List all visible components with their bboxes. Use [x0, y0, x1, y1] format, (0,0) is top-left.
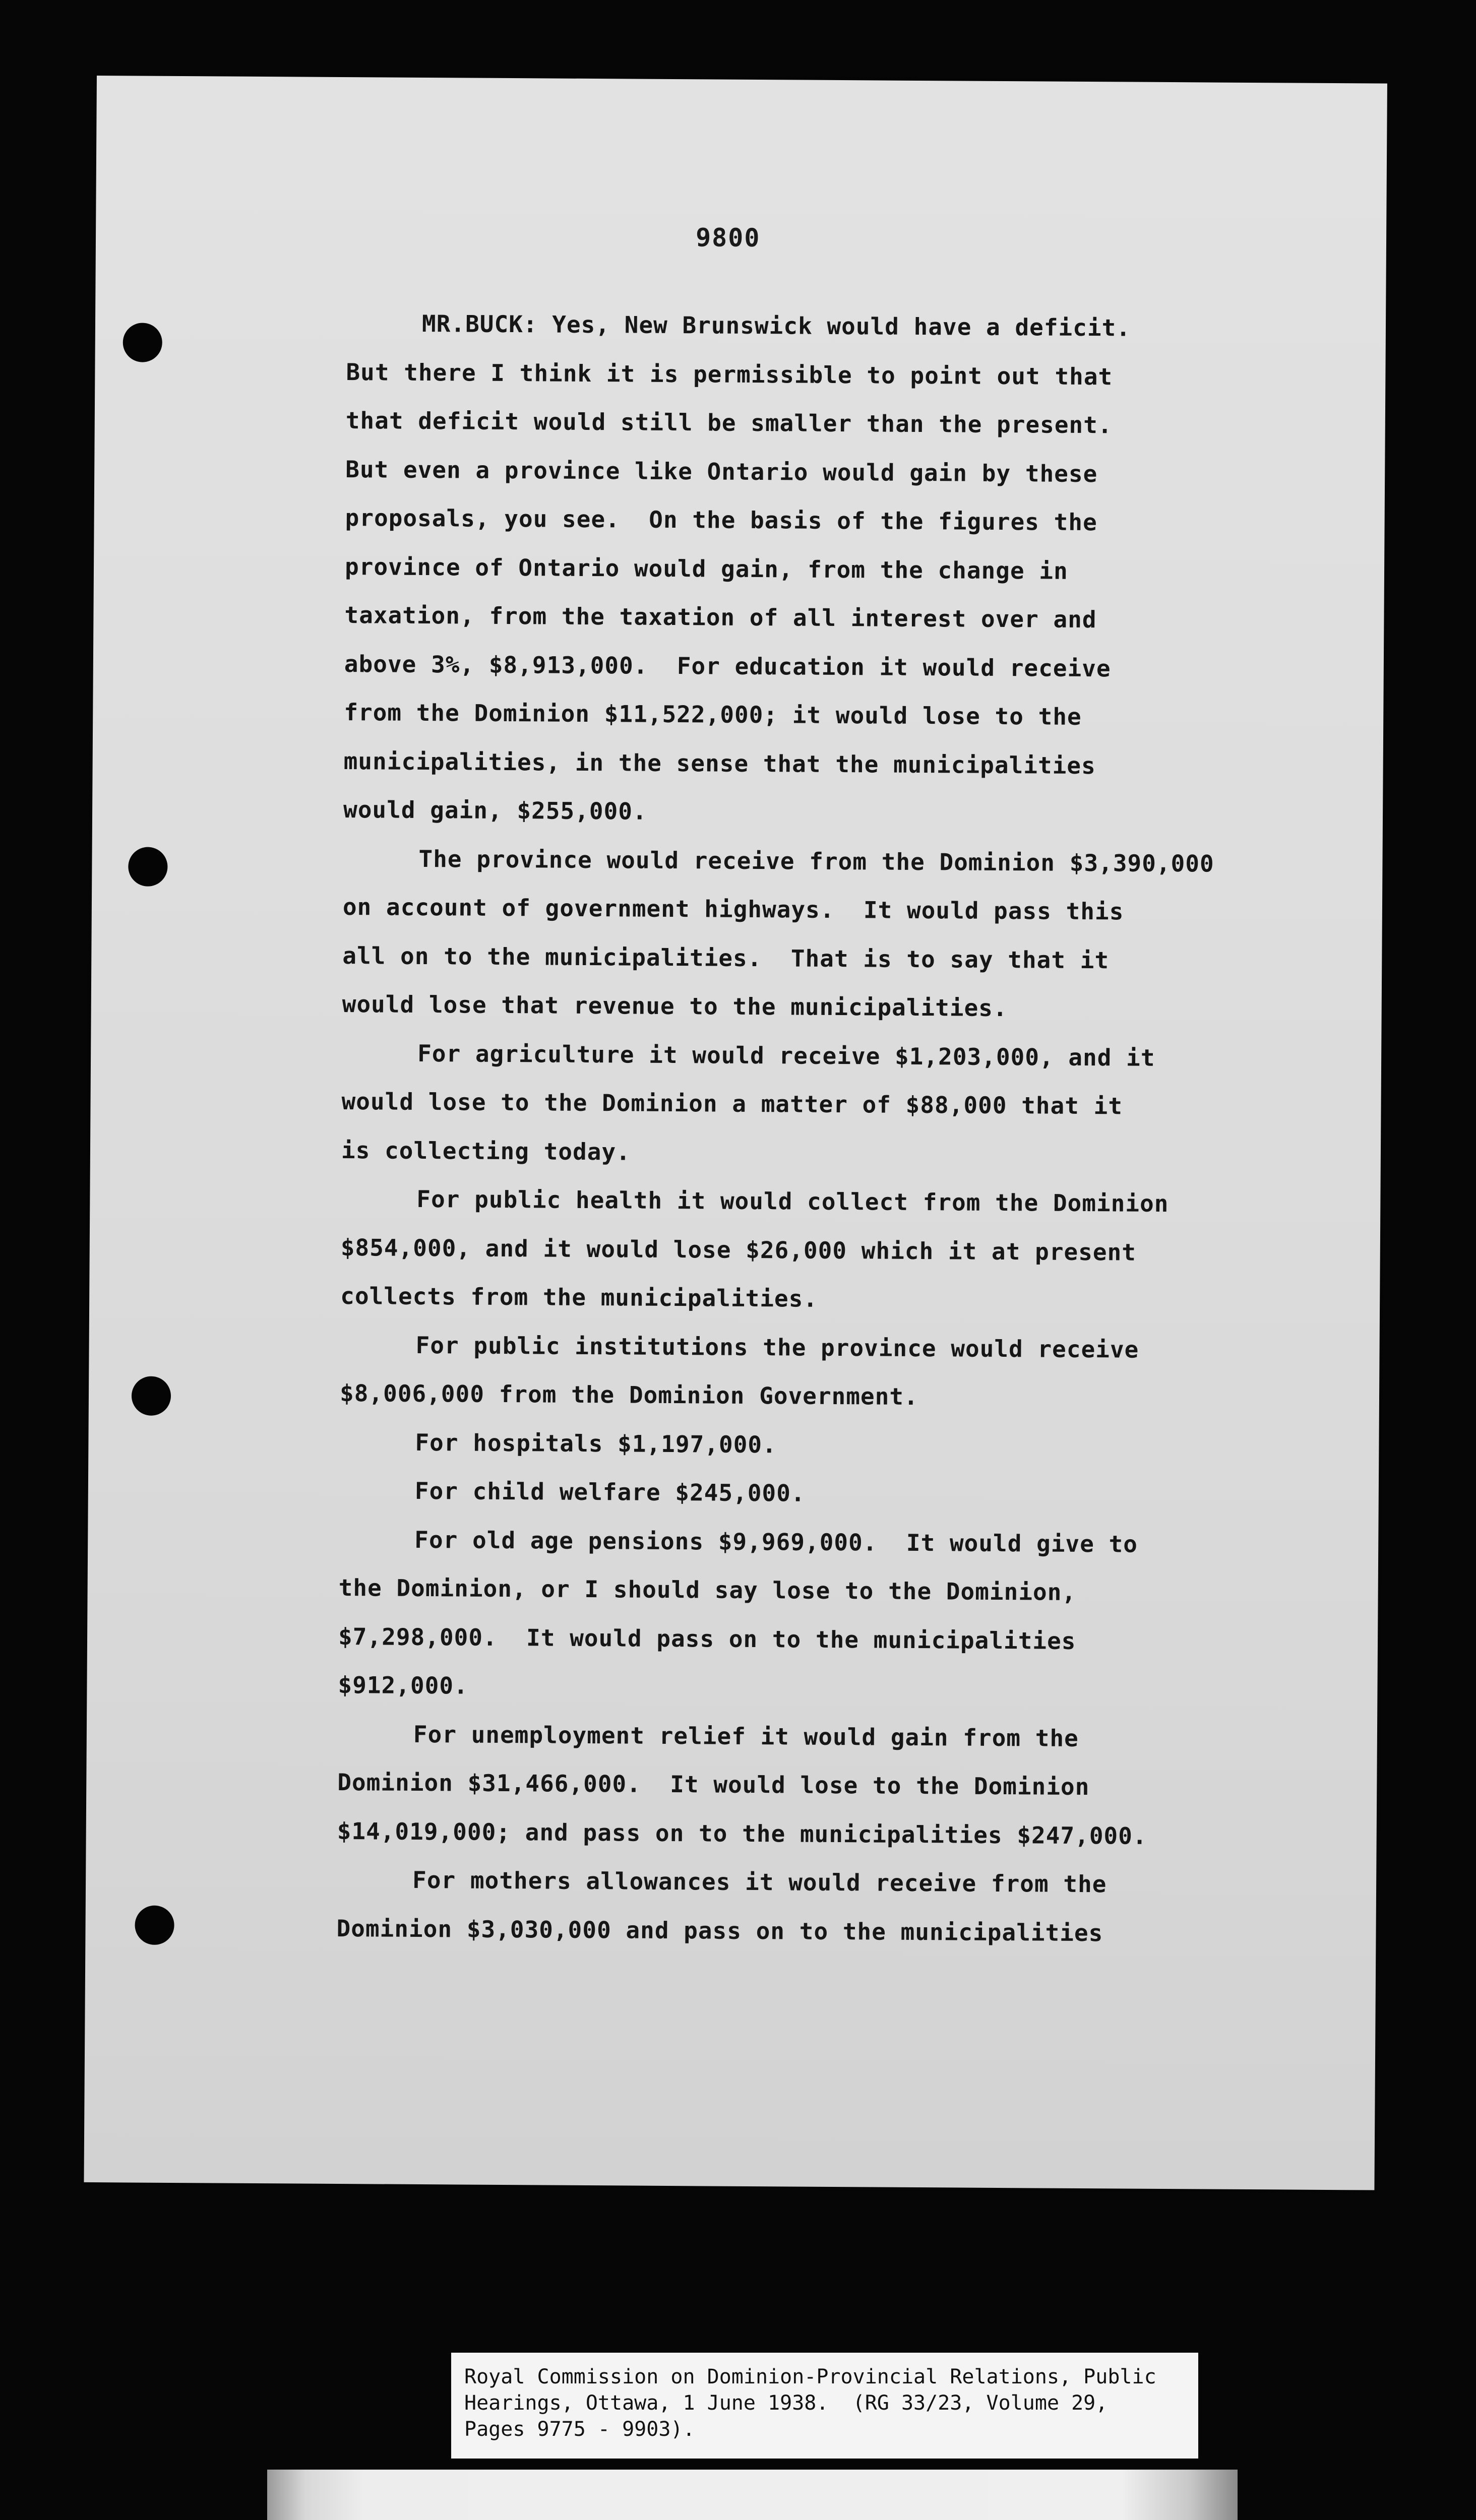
typewritten-page	[84, 76, 1387, 2190]
text-line: collects from the municipalities.	[340, 1282, 818, 1312]
text-line: would lose that revenue to the municipalities.	[342, 990, 1008, 1022]
text-line: For mothers allowances it would receive from the	[412, 1866, 1107, 1898]
text-line: $854,000, and it would lose $26,000 which it at present	[340, 1233, 1137, 1266]
text-line: proposals, you see. On the basis of the figures the	[345, 504, 1097, 536]
text-line: is collecting today.	[341, 1136, 631, 1166]
citation-line: Hearings, Ottawa, 1 June 1938. (RG 33/23, Volume 29,	[464, 2391, 1108, 2415]
text-line: municipalities, in the sense that the municipalities	[343, 747, 1096, 779]
page-number: 9800	[695, 223, 761, 253]
text-line: For public health it would collect from the Dominion	[416, 1185, 1169, 1218]
text-line: all on to the municipalities. That is to say that it	[342, 941, 1110, 974]
text-line: the Dominion, or I should say lose to the Dominion,	[338, 1573, 1077, 1606]
text-line: For public institutions the province would receive	[415, 1331, 1139, 1363]
text-line: For hospitals $1,197,000.	[415, 1428, 777, 1458]
text-line: from the Dominion $11,522,000; it would lose to the	[344, 699, 1082, 730]
text-line: But there I think it is permissible to point out that	[346, 358, 1113, 390]
text-line: province of Ontario would gain, from the change in	[344, 552, 1068, 585]
text-line: above 3%, $8,913,000. For education it would receive	[344, 650, 1111, 682]
citation-line: Pages 9775 - 9903).	[464, 2418, 695, 2441]
text-line: But even a province like Ontario would gain by these	[345, 455, 1098, 487]
punch-hole	[128, 847, 167, 886]
document-body	[336, 299, 1304, 1959]
text-line: MR.BUCK: Yes, New Brunswick would have a deficit.	[421, 309, 1131, 342]
punch-hole	[132, 1376, 171, 1415]
text-line: For old age pensions $9,969,000. It would give to	[414, 1526, 1138, 1558]
text-line: that deficit would still be smaller than the present.	[345, 407, 1113, 439]
citation-label	[451, 2353, 1198, 2459]
text-line: $912,000.	[338, 1671, 468, 1699]
archives-stamp	[267, 2470, 1238, 2520]
text-line: $7,298,000. It would pass on to the municipalities	[338, 1622, 1076, 1655]
text-line: For unemployment relief it would gain from the	[413, 1720, 1079, 1752]
text-line: For agriculture it would receive $1,203,000, and it	[417, 1039, 1155, 1072]
text-line: on account of government highways. It would pass this	[342, 893, 1124, 925]
punch-hole	[123, 323, 162, 362]
text-line: would gain, $255,000.	[343, 796, 647, 825]
text-line: would lose to the Dominion a matter of $88,000 that it	[341, 1088, 1123, 1120]
text-line: $14,019,000; and pass on to the municipalities $247,000.	[337, 1817, 1147, 1850]
text-line: Dominion $31,466,000. It would lose to the Dominion	[337, 1768, 1090, 1801]
text-line: For child welfare $245,000.	[414, 1477, 806, 1507]
text-line: taxation, from the taxation of all interest over and	[344, 601, 1097, 634]
punch-hole	[135, 1906, 174, 1945]
text-line: Dominion $3,030,000 and pass on to the municipalities	[336, 1914, 1103, 1946]
text-line: The province would receive from the Dominion $3,390,000	[418, 845, 1214, 877]
citation-line: Royal Commission on Dominion-Provincial Relations, Public	[464, 2365, 1156, 2388]
text-line: $8,006,000 from the Dominion Government.	[339, 1379, 918, 1411]
